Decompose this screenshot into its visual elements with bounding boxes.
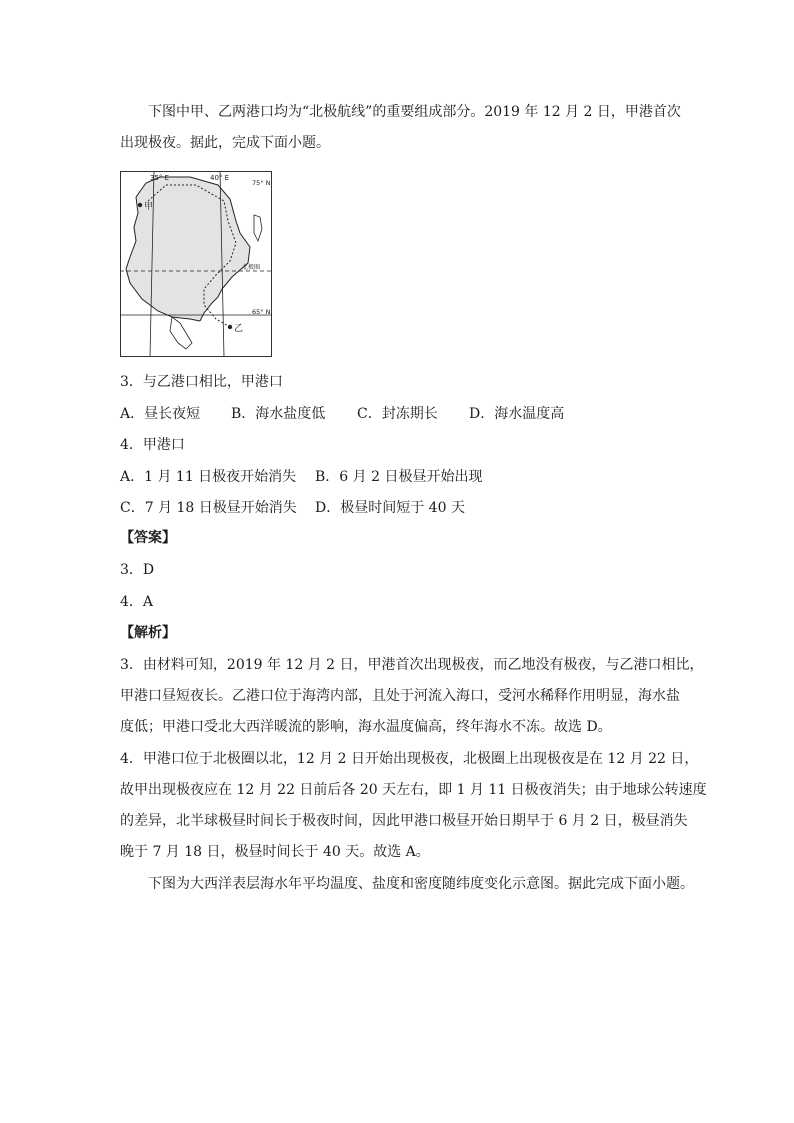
- answer-4: 4．A: [120, 594, 154, 610]
- q4-option-a: A．1 月 11 日极夜开始消失: [120, 469, 297, 485]
- port-yi-marker: [228, 325, 232, 329]
- analysis-3-line-1: 3．由材料可知，2019 年 12 月 2 日，甲港首次出现极夜，而乙地没有极夜，与乙港口相比，: [120, 657, 704, 673]
- answer-3: 3．D: [120, 562, 155, 578]
- analysis-tag: 【解析】: [120, 625, 176, 641]
- q4-option-d: D．极昼时间短于 40 天: [315, 500, 465, 516]
- q3-option-d: D．海水温度高: [469, 406, 565, 422]
- q4-stem: 4．甲港口: [120, 437, 185, 453]
- label-35e: 35° E: [150, 174, 170, 182]
- analysis-4-line-2: 故甲出现极夜应在 12 月 22 日前后各 20 天左右，即 1 月 11 日极夜消失；由于地球公转速度: [120, 782, 707, 798]
- analysis-4-line-4: 晚于 7 月 18 日，极昼时间长于 40 天。故选 A。: [120, 844, 430, 860]
- answer-tag: 【答案】: [120, 530, 176, 546]
- label-65n: 65° N: [252, 308, 271, 316]
- intro-line-2: 出现极夜。据此，完成下面小题。: [120, 135, 330, 151]
- analysis-4-line-1: 4．甲港口位于北极圈以北，12 月 2 日开始出现极夜，北极圈上出现极夜是在 12 月 22 日，: [120, 751, 699, 767]
- label-75n: 75° N: [252, 179, 271, 187]
- analysis-3-line-3: 度低；甲港口受北大西洋暖流的影响，海水温度偏高，终年海水不冻。故选 D。: [120, 719, 612, 735]
- label-40e: 40° E: [210, 174, 230, 182]
- q4-option-b: B．6 月 2 日极昼开始出现: [315, 469, 483, 485]
- intro-2: 下图为大西洋表层海水年平均温度、盐度和密度随纬度变化示意图。据此完成下面小题。: [148, 876, 694, 892]
- q3-option-b: B．海水盐度低: [231, 406, 326, 422]
- analysis-3-line-2: 甲港口昼短夜长。乙港口位于海湾内部，且处于河流入海口，受河水稀释作用明显，海水盐: [120, 688, 680, 704]
- label-arctic-circle: 北极圈: [242, 264, 261, 271]
- port-jia-marker: [138, 203, 142, 207]
- q3-stem: 3．与乙港口相比，甲港口: [120, 374, 283, 390]
- arctic-route-map: [120, 171, 272, 357]
- q3-option-c: C．封冻期长: [357, 406, 438, 422]
- label-port-yi: 乙: [234, 324, 244, 334]
- label-port-jia: 甲: [144, 202, 154, 212]
- intro-line-1: 下图中甲、乙两港口均为“北极航线”的重要组成部分。2019 年 12 月 2 日，甲港首次: [148, 104, 681, 120]
- analysis-4-line-3: 的差异，北半球极昼时间长于极夜时间，因此甲港口极昼开始日期早于 6 月 2 日，极昼消失: [120, 813, 688, 829]
- q3-option-a: A．昼长夜短: [120, 406, 201, 422]
- q4-option-c: C．7 月 18 日极昼开始消失: [120, 500, 297, 516]
